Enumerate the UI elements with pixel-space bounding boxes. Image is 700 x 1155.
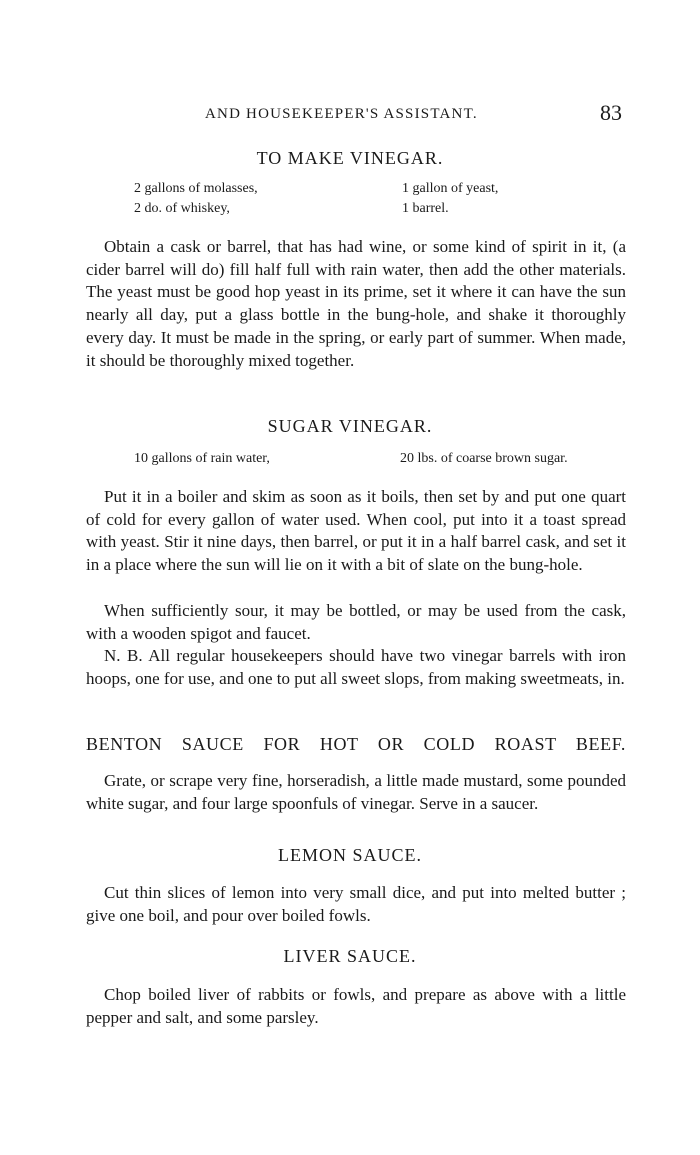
ingredient-item: 1 barrel. — [402, 201, 449, 216]
page-number: 83 — [600, 100, 622, 125]
recipe-paragraph: Chop boiled liver of rabbits or fowls, and prepare as above with a little pepper and salt, and some parsley. — [86, 985, 626, 1027]
recipe-title-to-make-vinegar: TO MAKE VINEGAR. — [256, 148, 444, 168]
ingredient-item: 2 gallons of molasses, — [134, 181, 258, 196]
recipe-title-lemon-sauce: LEMON SAUCE. — [277, 845, 422, 865]
recipe-note: N. B. All regular housekeepers should have two vinegar barrels with iron hoops, one for use, and one to put all sweet slops, from making sweetmeats, in. — [86, 646, 626, 688]
recipe-paragraph: Cut thin slices of lemon into very small dice, and put into melted butter ; give one boil, and pour over boiled fowls. — [86, 883, 626, 925]
recipe-paragraph: Obtain a cask or barrel, that has had wine, or some kind of spirit in it, (a cider barrel will do) fill half full with rain water, then add the other materials. The yeast must be good hop yeast in its prime, set it where it can have the sun nearly all day, put a glass bottle in the bung-hole, and shake it thoroughly every day. It must be made in the spring, or early part of summer. When made, it should be thoroughly mixed together. — [86, 237, 626, 370]
ingredient-item: 1 gallon of yeast, — [402, 181, 499, 196]
ingredient-item: 20 lbs. of coarse brown sugar. — [400, 451, 568, 466]
ingredient-item: 2 do. of whiskey, — [134, 201, 230, 216]
recipe-title-benton-sauce: BENTON SAUCE FOR HOT OR COLD ROAST BEEF. — [86, 734, 626, 754]
recipe-paragraph: Put it in a boiler and skim as soon as it boils, then set by and put one quart of cold for every gallon of water used. When cool, put into it a toast spread with yeast. Stir it nine days, then barrel, or put it in a half barrel cask, and set it in a place where the sun will lie on it with a bit of slate on the bung-hole. — [86, 487, 626, 575]
recipe-paragraph: Grate, or scrape very fine, horseradish, a little made mustard, some pounded white sugar, and four large spoonfuls of vinegar. Serve in a saucer. — [86, 771, 626, 813]
recipe-paragraph: When sufficiently sour, it may be bottled, or may be used from the cask, with a wooden spigot and faucet. — [86, 601, 626, 643]
ingredient-item: 10 gallons of rain water, — [134, 451, 270, 466]
recipe-title-liver-sauce: LIVER SAUCE. — [283, 946, 417, 966]
recipe-title-sugar-vinegar: SUGAR VINEGAR. — [267, 416, 433, 436]
running-head: AND HOUSEKEEPER'S ASSISTANT. — [205, 106, 478, 122]
